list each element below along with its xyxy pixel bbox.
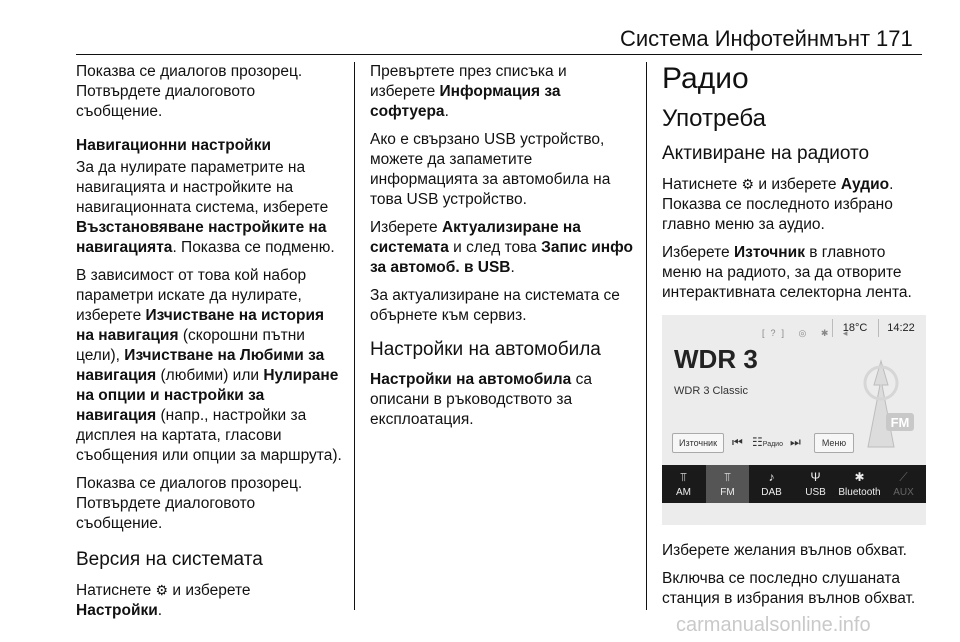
subheading-navigation-settings: Навигационни настройки — [76, 137, 271, 154]
paragraph — [662, 174, 926, 235]
menu-term: Източник — [733, 244, 805, 261]
column-divider-2 — [646, 62, 647, 610]
text: Изберете — [370, 219, 442, 236]
tab-dab[interactable] — [750, 465, 793, 503]
paragraph — [76, 266, 344, 466]
menu-term: Възстановяване настройките на навигацията — [76, 219, 327, 256]
usb-icon: Ψ — [810, 470, 821, 484]
text: . Показва се подменю. — [172, 239, 335, 256]
menu-term: Настройки — [76, 602, 158, 619]
heading-vehicle-settings: Настройки на автомобила — [370, 339, 601, 360]
bluetooth-icon: ✱ — [854, 470, 865, 484]
tab-label: AM — [676, 487, 691, 498]
tab-usb[interactable] — [794, 465, 837, 503]
text: Изберете — [662, 244, 734, 261]
infotainment-screenshot — [662, 315, 926, 525]
text: Натиснете — [76, 582, 156, 599]
tab-label: FM — [720, 487, 735, 498]
antenna-icon: ⫪ — [680, 470, 687, 484]
text: Натиснете — [662, 176, 742, 193]
paragraph — [76, 158, 344, 258]
menu-button[interactable]: Меню — [814, 433, 854, 453]
text: . Показва се последното избрано главно меню за аудио. — [662, 176, 894, 233]
settings-gear-icon: ⚙ — [741, 176, 755, 192]
tab-aux[interactable] — [882, 465, 925, 503]
text: . — [510, 259, 515, 276]
tab-fm[interactable] — [706, 465, 749, 503]
station-list-icon[interactable] — [752, 433, 783, 454]
paragraph — [662, 243, 926, 303]
text: . — [157, 602, 163, 619]
column-divider-1 — [354, 62, 355, 610]
tab-label: Bluetooth — [838, 487, 881, 498]
fm-badge: FM — [890, 415, 910, 430]
paragraph: За актуализиране на системата се обърнете към сервиз. — [370, 287, 620, 324]
paragraph: Показва се диалогов прозорец. Потвърдете диалоговото съобщение. — [76, 63, 303, 120]
station-subtitle: WDR 3 Classic — [674, 385, 748, 397]
page-number: 171 — [876, 26, 913, 51]
menu-term: Аудио — [840, 176, 890, 193]
menu-term: Актуализиране на системата — [370, 219, 581, 256]
heading-activate-radio: Активиране на радиото — [662, 143, 870, 164]
paragraph — [370, 370, 636, 430]
heading-radio: Радио — [662, 62, 749, 95]
clock-readout: 14:22 — [878, 319, 923, 337]
antenna-icon: ⫪ — [724, 470, 731, 484]
settings-gear-icon: ⚙ — [155, 582, 169, 598]
station-name: WDR 3 — [674, 344, 758, 374]
column-1 — [76, 62, 344, 629]
header-rule — [76, 54, 922, 55]
status-icons: [?] ◎ ✱ ◂ — [762, 328, 854, 338]
next-icon[interactable]: ⏭ — [790, 435, 801, 449]
section-title: Система Инфотейнмънт — [620, 26, 871, 51]
music-note-icon: ♪ — [768, 470, 775, 484]
column-2 — [370, 62, 636, 438]
text: и след това — [448, 239, 542, 256]
menu-term: Информация за софтуера — [370, 83, 561, 120]
column-3 — [662, 62, 926, 617]
text: (любими) или — [156, 367, 264, 384]
tab-label: DAB — [761, 487, 782, 498]
menu-term: Запис инфо за автомоб. в USB — [370, 239, 633, 276]
text: са описани в ръководството за експлоатация. — [370, 371, 592, 428]
paragraph — [370, 218, 636, 278]
paragraph: Показва се диалогов прозорец. Потвърдете диалоговото съобщение. — [76, 475, 303, 532]
source-button[interactable]: Източник — [672, 433, 724, 453]
aux-cable-icon: ⟋ — [899, 470, 908, 484]
menu-term: Настройки на автомобила — [370, 371, 572, 388]
paragraph — [370, 62, 636, 122]
heading-usage: Употреба — [662, 105, 766, 132]
paragraph: Изберете желания вълнов обхват. — [662, 542, 907, 559]
source-tab-bar — [662, 465, 926, 503]
paragraph: Ако е свързано USB устройство, можете да запаметите информацията за автомобила на това USB устройство. — [370, 131, 611, 208]
tab-bluetooth[interactable] — [838, 465, 881, 503]
text: и изберете — [754, 176, 841, 193]
text: В зависимост от това кой набор параметри искате да нулирате, изберете — [76, 267, 307, 324]
text: (скорошни пътни цели), — [76, 327, 305, 364]
status-bar — [662, 315, 926, 341]
text: Превъртете през списъка и изберете — [370, 63, 567, 100]
tab-am[interactable] — [662, 465, 705, 503]
watermark-text: carmanualsonline.info — [676, 614, 871, 636]
page-header — [0, 0, 960, 58]
menu-term: Нулиране на опции и настройки за навигация — [76, 367, 339, 424]
list-icon: ☷ — [752, 435, 763, 449]
playback-controls — [672, 433, 852, 457]
paragraph — [76, 580, 344, 621]
temperature-readout: 18°C — [832, 319, 877, 337]
previous-icon[interactable]: ⏮ — [732, 435, 743, 449]
tab-label: AUX — [893, 487, 914, 498]
menu-term: Изчистване на история на навигация — [76, 307, 325, 344]
text: (напр., настройки за дисплея на картата, гласови съобщения или опции за маршрута). — [76, 407, 342, 464]
heading-system-version: Версия на системата — [76, 549, 263, 570]
text: . — [444, 103, 449, 120]
tab-label: USB — [805, 487, 826, 498]
paragraph: Включва се последно слушаната станция в избрания вълнов обхват. — [662, 570, 916, 607]
text: За да нулирате параметрите на навигацията и настройките на навигационната система, изберете — [76, 159, 329, 216]
menu-term: Изчистване на Любими за навигация — [76, 347, 325, 384]
text: и изберете — [168, 582, 251, 599]
list-sublabel: Радио — [762, 441, 783, 448]
text: в главното меню на радиото, за да отворите интерактивната селекторна лента. — [662, 244, 912, 301]
